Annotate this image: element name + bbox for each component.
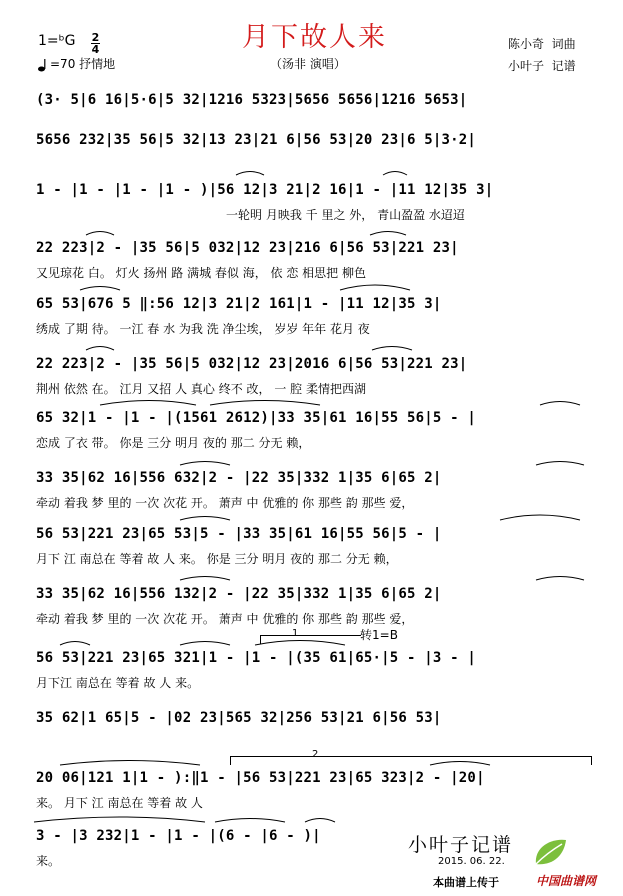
notation-line: 65 32|1 - |1 - |(1561 2612)|33 35|61 16|55 56|5 - | (36, 410, 477, 426)
tempo-marking: =70 抒情地 (50, 57, 116, 71)
key-signature: 1=ᵇG (38, 33, 76, 49)
notation-line: 1 - |1 - |1 - |1 - )|56 12|3 21|2 16|1 - |11 12|35 3| (36, 182, 494, 198)
lyrics-line: 牵动 着我 梦 里的 一次 次花 开。 萧声 中 优雅的 你 那些 韵 那些 爱， (36, 612, 414, 626)
notation-line: 20 06|121 1|1 - ):‖1 - |56 53|221 23|65 323|2 - |20| (36, 770, 485, 786)
lyrics-line: 来。 (36, 854, 61, 868)
lyrics-line: 来。 月下 江 南总在 等着 故 人 (36, 796, 203, 810)
volta-number-2: 2 (312, 749, 319, 760)
lyrics-line: 一轮明 月映我 千 里之 外， 青山盈盈 水迢迢 (226, 208, 465, 222)
upload-note: 本曲谱上传于 (433, 876, 499, 889)
key-change-label: 转1=B (360, 628, 398, 642)
volta-number-1: 1 (292, 628, 299, 639)
transcription-date: 2015. 06. 22. (438, 856, 505, 867)
site-logo-text: 中国曲谱网 (536, 874, 597, 888)
notation-line: 35 62|1 65|5 - |02 23|565 32|256 53|21 6|56 53| (36, 710, 442, 726)
notation-line: 65 53|676 5 ‖:56 12|3 21|2 161|1 - |11 12|35 3| (36, 296, 442, 312)
notation-line: 22 223|2 - |35 56|5 032|12 23|2016 6|56 53|221 23| (36, 356, 468, 372)
lyrics-line: 月下江 南总在 等着 故 人 来。 (36, 676, 200, 690)
lyrics-line: 又见琼花 白。 灯火 扬州 路 满城 春似 海， 依 恋 相思把 柳色 (36, 266, 366, 280)
notation-line: 33 35|62 16|556 132|2 - |22 35|332 1|35 6|65 2| (36, 586, 442, 602)
time-signature-top: 2 (91, 31, 100, 44)
time-signature-bottom: 4 (91, 43, 100, 56)
notation-line: 56 53|221 23|65 321|1 - |1 - |(35 61|65·|5 - |3 - | (36, 650, 477, 666)
notation-line: (3· 5|6 16|5·6|5 32|1216 5323|5656 5656|1216 5653| (36, 92, 468, 108)
handwritten-signature: 小叶子记谱 (408, 834, 514, 856)
notation-line: 56 53|221 23|65 53|5 - |33 35|61 16|55 56|5 - | (36, 526, 442, 542)
lyricist-credit: 陈小奇 词曲 (508, 37, 576, 51)
notation-line: 3 - |3 232|1 - |1 - |(6 - |6 - )| (36, 828, 321, 844)
lyrics-line: 恋成 了衣 带。 你是 三分 明月 夜的 那二 分无 赖， (36, 436, 311, 450)
lyrics-line: 荆州 依然 在。 江月 又招 人 真心 终不 改， 一 腔 柔情把西湖 (36, 382, 366, 396)
lyrics-line: 绣成 了期 待。 一江 春 水 为我 洗 净尘埃， 岁岁 年年 花月 夜 (36, 322, 370, 336)
notation-line: 33 35|62 16|556 632|2 - |22 35|332 1|35 6|65 2| (36, 470, 442, 486)
song-title: 月下故人来 (242, 22, 387, 53)
lyrics-line: 月下 江 南总在 等着 故 人 来。 你是 三分 明月 夜的 那二 分无 赖， (36, 552, 398, 566)
leaf-logo-icon (530, 834, 570, 872)
singer-credit: （汤非 演唱） (270, 57, 346, 71)
transcriber-credit: 小叶子 记谱 (508, 59, 576, 73)
notation-line: 5656 232|35 56|5 32|13 23|21 6|56 53|20 23|6 5|3·2| (36, 132, 477, 148)
notation-line: 22 223|2 - |35 56|5 032|12 23|216 6|56 53|221 23| (36, 240, 459, 256)
lyrics-line: 牵动 着我 梦 里的 一次 次花 开。 萧声 中 优雅的 你 那些 韵 那些 爱， (36, 496, 414, 510)
